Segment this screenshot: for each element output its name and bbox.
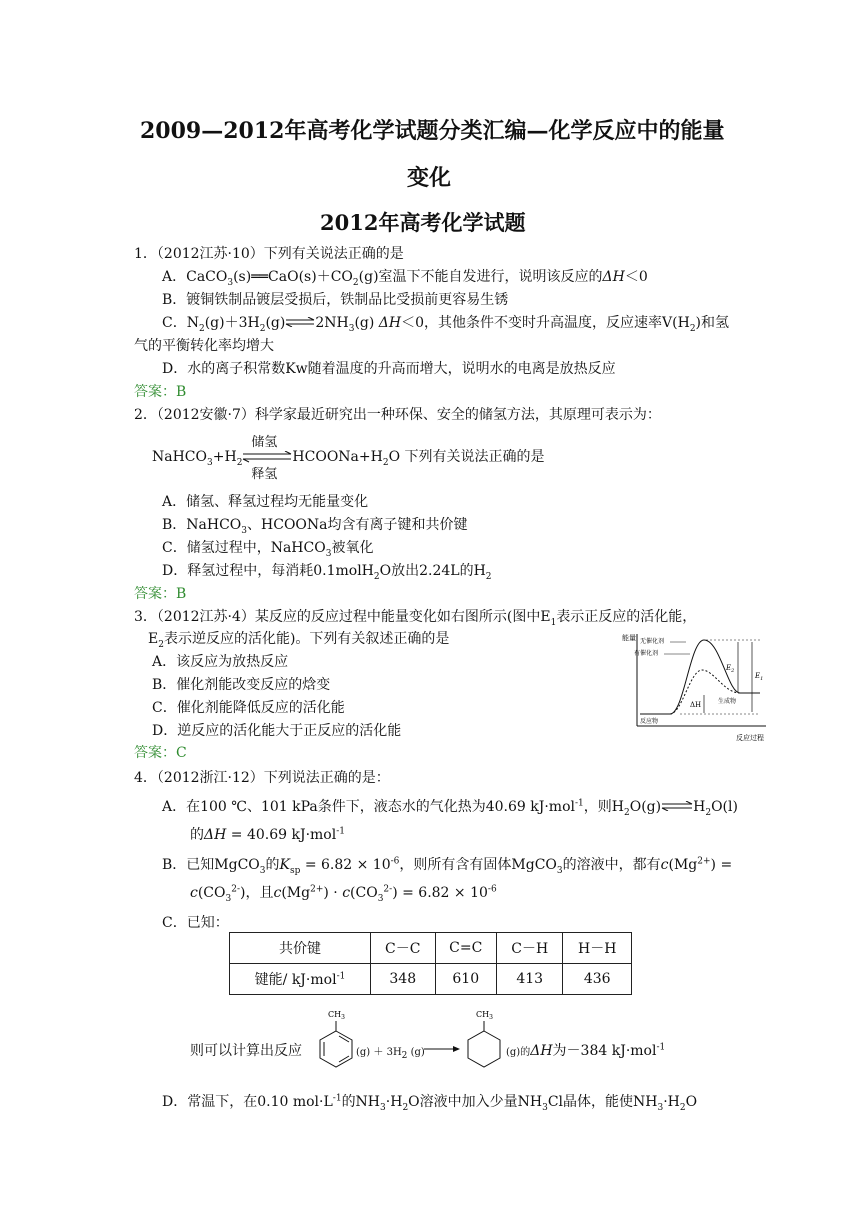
q1-option-c-continuation: 气的平衡转化率均增大 bbox=[134, 338, 274, 354]
methylcyclohexane-structure bbox=[460, 1005, 508, 1075]
reaction-arrow-icon bbox=[422, 1043, 462, 1055]
q2-option-a: A．储氢、释氢过程均无能量变化 bbox=[162, 494, 369, 510]
section-title: 2012年高考化学试题 bbox=[320, 210, 526, 235]
e2-label: $E_2$ bbox=[726, 664, 735, 674]
q4-option-b-line2: $c(CO_3^{2-})$，且$c(Mg^{2+}) \cdot c(CO_3^{2-}) = 6.82 \times 10^{-6}$ bbox=[190, 884, 497, 904]
energy-profile-diagram bbox=[620, 630, 770, 745]
x-axis-label: 反应过程 bbox=[736, 734, 764, 742]
q1-option-b: B．镀铜铁制品镀层受损后，铁制品比受损前更容易生锈 bbox=[162, 292, 509, 308]
q2-option-d: D．释氢过程中，每消耗0.1molH$_2$O放出2.24L的$H_2$ bbox=[162, 563, 492, 582]
q4-option-b-line1: B．已知MgCO$_3$的$K_{sp} = 6.82 \times 10^{-6}$，则所有含有固体MgCO$_3$的溶液中，都有$c(Mg^{2+})$ = bbox=[162, 856, 733, 876]
no-catalyst-label: 无催化剂 bbox=[640, 638, 665, 645]
q4-stem: 4．（2012浙江·12）下列说法正确的是： bbox=[134, 770, 390, 786]
document-title-line2: 变化 bbox=[407, 165, 452, 191]
table-cell: 348 bbox=[371, 964, 436, 995]
q3-answer: 答案：C bbox=[134, 745, 187, 761]
delta-h-label: ΔH bbox=[690, 701, 702, 709]
table-row bbox=[230, 933, 632, 964]
table-header-cell: H－H bbox=[563, 933, 632, 964]
table-header-cell: C－C bbox=[371, 933, 436, 964]
q1-option-c: C．$N_2(g)+3H_2(g)$ $2NH_3(g)$ ΔH＜0，其他条件不变时升高温度，反应速率$V(H_2)$和氢 bbox=[162, 315, 730, 334]
q1-answer: 答案：B bbox=[134, 384, 187, 400]
equilibrium-arrow-icon bbox=[285, 315, 315, 331]
document-title-line1: 2009—2012年高考化学试题分类汇编—化学反应中的能量 bbox=[140, 118, 725, 144]
svg-text:CH3: $CH_3$ bbox=[328, 1010, 345, 1021]
table-cell: 610 bbox=[435, 964, 496, 995]
bond-energy-table bbox=[229, 932, 632, 995]
storage-release-arrow: 储氢 释氢 bbox=[242, 449, 292, 465]
table-header-cell: 共价键 bbox=[230, 933, 371, 964]
q3-stem-line2: $E_2$表示逆反应的活化能)。下列有关叙述正确的是 bbox=[148, 631, 450, 650]
table-header-cell: C－H bbox=[496, 933, 562, 964]
q4-option-c-reaction-text: 则可以计算出反应 bbox=[190, 1043, 302, 1059]
q2-answer: 答案：B bbox=[134, 586, 187, 602]
table-row-label: 键能/ kJ·mol$^{-1}$ bbox=[230, 964, 371, 995]
q4-option-a-line2: 的ΔH = 40.69 kJ·mol$^{-1}$ bbox=[190, 826, 345, 843]
catalyst-label: 有催化剂 bbox=[634, 650, 659, 657]
q2-option-b: B．NaHCO$_3$、HCOONa均含有离子键和共价键 bbox=[162, 517, 468, 536]
q4-option-c-label: C．已知： bbox=[162, 915, 229, 931]
q1-option-a: A．$CaCO_3(s)══CaO(s)+CO_2(g)$室温下不能自发进行，说明该反应的ΔH＜0 bbox=[162, 269, 648, 288]
table-cell: 436 bbox=[563, 964, 632, 995]
q3-option-c: C．催化剂能降低反应的活化能 bbox=[152, 700, 345, 716]
table-row bbox=[230, 964, 632, 995]
q3-option-d: D．逆反应的活化能大于正反应的活化能 bbox=[152, 723, 402, 739]
e1-label: $E_1$ bbox=[755, 672, 764, 682]
svg-text:CH3: $CH_3$ bbox=[476, 1010, 493, 1021]
table-header-cell: C=C bbox=[435, 933, 496, 964]
q3-stem: 3．（2012江苏·4）某反应的反应过程中能量变化如右图所示(图中$E_1$表示正反应的活化能， bbox=[134, 609, 697, 628]
q4-option-a-line1: A．在100 ℃、101 kPa条件下，液态水的气化热为40.69 kJ·mol$^{-1}$，则$H_2O(g)$ $H_2O(l)$ bbox=[162, 798, 738, 818]
q2-option-c: C．储氢过程中，NaHCO$_3$被氧化 bbox=[162, 540, 374, 559]
q2-equation: $NaHCO_3+H_2$ 储氢 释氢 $HCOONa+H_2O$ 下列有关说法正确的是 bbox=[152, 435, 545, 482]
y-axis-label: 能量 bbox=[622, 634, 636, 642]
q1-stem: 1．（2012江苏·10）下列有关说法正确的是 bbox=[134, 246, 404, 262]
product-label: 生成物 bbox=[718, 698, 737, 705]
q4-option-d: D．常温下，在0.10 $mol\cdot L^{-1}$的$NH_3\cdot H_2O$溶液中加入少量$NH_3Cl$晶体，能使$NH_3\cdot H_2O$ bbox=[162, 1093, 698, 1113]
equilibrium-arrow-icon bbox=[661, 799, 693, 815]
q3-option-a: A．该反应为放热反应 bbox=[152, 654, 289, 670]
q4-reactant-text: $(g) + 3H_2$ (g) bbox=[356, 1047, 425, 1061]
q3-option-b: B．催化剂能改变反应的焓变 bbox=[152, 677, 331, 693]
q1-option-d: D．水的离子积常数Kw随着温度的升高而增大，说明水的电离是放热反应 bbox=[162, 361, 616, 377]
table-cell: 413 bbox=[496, 964, 562, 995]
reactant-label: 反应物 bbox=[640, 718, 659, 725]
q4-option-c-result: (g)的ΔH为－384 kJ·mol$^{-1}$ bbox=[506, 1042, 666, 1059]
toluene-structure bbox=[312, 1005, 360, 1075]
q2-stem: 2．（2012安徽·7）科学家最近研究出一种环保、安全的储氢方法，其原理可表示为： bbox=[134, 407, 661, 423]
